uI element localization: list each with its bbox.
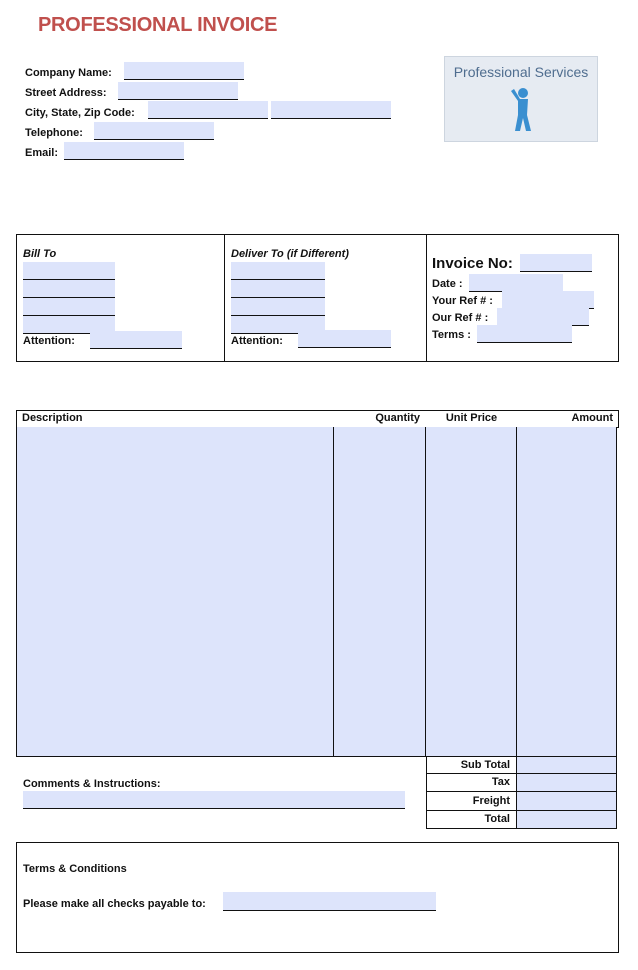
person-icon [509,85,535,133]
deliver-to-attention-label: Attention: [231,335,283,347]
divider [426,234,427,362]
bill-to-line-3[interactable] [23,298,115,316]
street-address-label: Street Address: [25,87,107,99]
comments-field[interactable] [23,791,405,809]
payable-to-label: Please make all checks payable to: [23,898,206,910]
terms-heading: Terms & Conditions [23,863,127,875]
zip-code-field[interactable] [271,101,391,119]
column-header-unit-price: Unit Price [445,412,498,424]
payable-to-field[interactable] [223,892,436,911]
tax-label: Tax [426,774,517,792]
invoice-no-field[interactable] [520,254,592,272]
street-address-field[interactable] [118,82,238,100]
deliver-to-attention-field[interactable] [298,330,391,348]
logo-text: Professional Services [453,64,589,80]
bill-to-line-2[interactable] [23,280,115,298]
comments-label: Comments & Instructions: [23,778,161,790]
your-ref-label: Your Ref # : [432,295,493,307]
column-header-amount: Amount [571,412,613,424]
divider [618,410,619,428]
total-label: Total [426,811,517,829]
deliver-to-heading: Deliver To (if Different) [231,248,349,260]
sub-total-field[interactable] [517,757,617,774]
date-field[interactable] [469,274,563,292]
total-field[interactable] [517,811,617,829]
divider [224,234,225,362]
email-field[interactable] [64,142,184,160]
terms-field[interactable] [477,325,572,343]
description-column[interactable] [16,427,334,757]
quantity-column[interactable] [334,427,426,757]
email-label: Email: [25,147,59,159]
bill-to-attention-label: Attention: [23,335,75,347]
bill-to-attention-field[interactable] [90,331,182,349]
company-name-label: Company Name: [25,67,112,79]
telephone-field[interactable] [94,122,214,140]
freight-label: Freight [426,792,517,811]
telephone-label: Telephone: [25,127,83,139]
city-state-field[interactable] [148,101,268,119]
column-header-description: Description [22,412,83,424]
city-state-zip-label: City, State, Zip Code: [25,107,135,119]
your-ref-field[interactable] [502,291,594,309]
invoice-title: PROFESSIONAL INVOICE [38,14,278,36]
sub-total-label: Sub Total [426,757,517,774]
freight-field[interactable] [517,792,617,811]
bill-to-heading: Bill To [23,248,57,260]
invoice-no-label: Invoice No: [432,255,513,272]
logo[interactable] [444,56,598,142]
column-header-quantity: Quantity [375,412,420,424]
deliver-to-line-1[interactable] [231,262,325,280]
deliver-to-line-2[interactable] [231,280,325,298]
our-ref-label: Our Ref # : [432,312,489,324]
terms-label: Terms : [432,329,471,341]
tax-field[interactable] [517,774,617,792]
deliver-to-line-3[interactable] [231,298,325,316]
company-name-field[interactable] [124,62,244,80]
our-ref-field[interactable] [497,308,589,326]
date-label: Date : [432,278,463,290]
unit-price-column[interactable] [426,427,517,757]
amount-column[interactable] [517,427,617,757]
bill-to-line-1[interactable] [23,262,115,280]
